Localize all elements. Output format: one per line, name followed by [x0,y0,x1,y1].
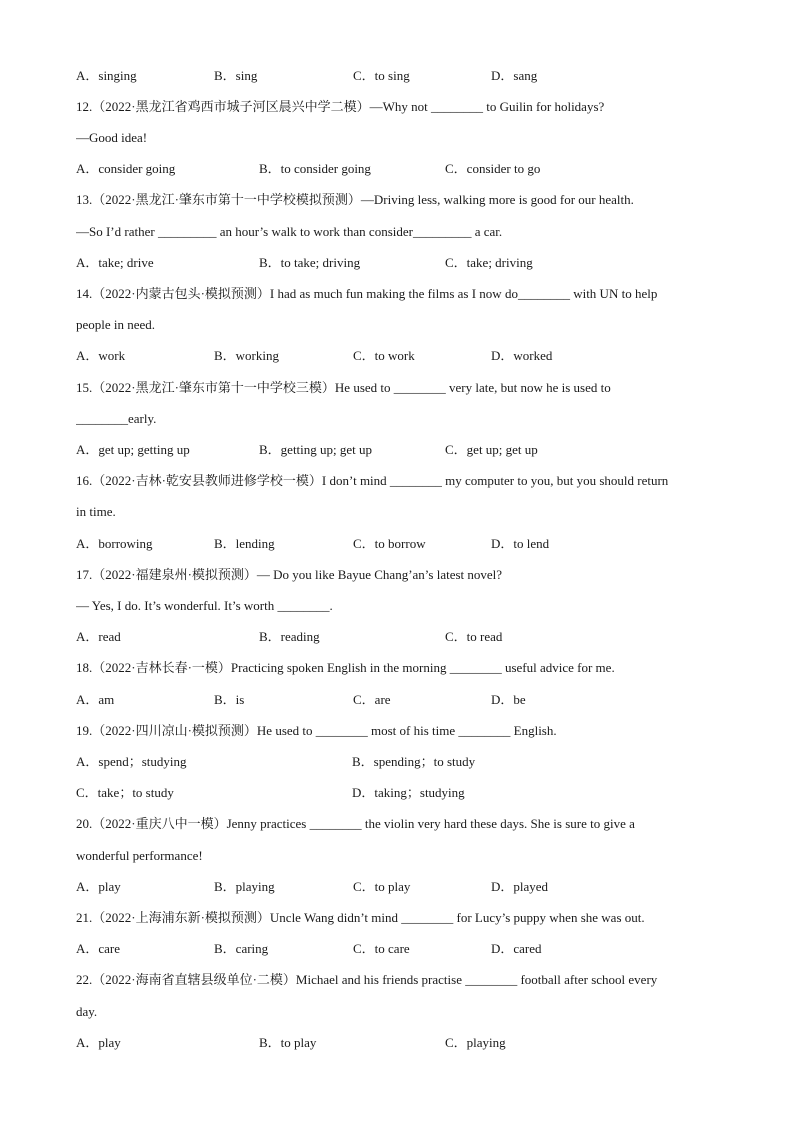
option-c[interactable]: C．consider to go [445,161,541,176]
option-c[interactable]: C．are [353,692,391,707]
option-c[interactable]: C．playing [445,1035,506,1050]
option-b[interactable]: B．spending；to study [352,754,476,769]
question-19-stem: 19.（2022·四川凉山·模拟预测）He used to ________ most of his time ________ English. [76,723,557,738]
option-b[interactable]: B．to take; driving [259,255,361,270]
option-b[interactable]: B．lending [214,536,275,551]
question-15-stem: 15.（2022·黑龙江·肇东市第十一中学校三模）He used to ________ very late, but now he is used to [76,380,611,395]
option-a[interactable]: A．care [76,941,121,956]
question-16-line2: in time. [76,504,116,519]
option-c[interactable]: C．to play [353,879,411,894]
option-c[interactable]: C．to sing [353,68,410,83]
option-d[interactable]: D．played [491,879,549,894]
question-20-options [76,877,724,897]
question-19-options-row2 [76,783,724,803]
question-14-line2: people in need. [76,317,156,332]
question-21-stem: 21.（2022·上海浦东新·模拟预测）Uncle Wang didn’t mind ________ for Lucy’s puppy when she was out. [76,910,645,925]
question-12-options [76,159,724,179]
question-18-options [76,690,724,710]
question-22-line2: day. [76,1004,98,1019]
option-a[interactable]: A．borrowing [76,536,153,551]
question-14-options [76,346,724,366]
option-a[interactable]: A．read [76,629,121,644]
option-d[interactable]: D．taking；studying [352,785,465,800]
question-13-stem: 13.（2022·黑龙江·肇东市第十一中学校模拟预测）—Driving less, walking more is good for our health. [76,192,634,207]
question-14-stem: 14.（2022·内蒙古包头·模拟预测）I had as much fun making the films as I now do________ with UN to help [76,286,658,301]
question-12-line2: —Good idea! [76,130,148,145]
question-17-line2: — Yes, I do. It’s wonderful. It’s worth ________. [76,598,333,613]
question-20-stem: 20.（2022·重庆八中一模）Jenny practices ________ the violin very hard these days. She is sure to give a [76,816,635,831]
option-c[interactable]: C．take; driving [445,255,533,270]
option-a[interactable]: A．play [76,879,121,894]
options-row-prev [76,66,724,86]
question-19-options-row1 [76,752,724,772]
option-b[interactable]: B．caring [214,941,269,956]
option-c[interactable]: C．to work [353,348,415,363]
question-15-options [76,440,724,460]
option-b[interactable]: B．playing [214,879,275,894]
option-c[interactable]: C．to care [353,941,410,956]
option-d[interactable]: D．sang [491,68,538,83]
option-b[interactable]: B．working [214,348,280,363]
option-a[interactable]: A．work [76,348,126,363]
option-b[interactable]: B．to consider going [259,161,371,176]
option-a[interactable]: A．consider going [76,161,176,176]
option-a[interactable]: A．take; drive [76,255,154,270]
option-d[interactable]: D．be [491,692,526,707]
option-c[interactable]: C．get up; get up [445,442,538,457]
question-15-line2: ________early. [76,411,157,426]
option-c[interactable]: C．to read [445,629,503,644]
question-13-options [76,253,724,273]
option-b[interactable]: B．to play [259,1035,317,1050]
option-c[interactable]: C．to borrow [353,536,426,551]
question-12-stem: 12.（2022·黑龙江省鸡西市城子河区晨兴中学二模）—Why not ________ to Guilin for holidays? [76,99,605,114]
option-a[interactable]: A．singing [76,68,137,83]
question-16-stem: 16.（2022·吉林·乾安县教师进修学校一模）I don’t mind ________ my computer to you, but you should return [76,473,669,488]
question-17-options [76,627,724,647]
option-b[interactable]: B．is [214,692,245,707]
option-a[interactable]: A．play [76,1035,121,1050]
question-22-options [76,1033,724,1053]
option-d[interactable]: D．cared [491,941,542,956]
question-17-stem: 17.（2022·福建泉州·模拟预测）— Do you like Bayue Chang’an’s latest novel? [76,567,503,582]
option-d[interactable]: D．worked [491,348,553,363]
option-d[interactable]: D．to lend [491,536,550,551]
question-20-line2: wonderful performance! [76,848,203,863]
question-18-stem: 18.（2022·吉林长春·一模）Practicing spoken English in the morning ________ useful advice for me. [76,660,615,675]
question-13-line2: —So I’d rather _________ an hour’s walk to work than consider_________ a car. [76,224,503,239]
option-b[interactable]: B．getting up; get up [259,442,373,457]
option-a[interactable]: A．get up; getting up [76,442,190,457]
question-21-options [76,939,724,959]
question-16-options [76,534,724,554]
option-b[interactable]: B．sing [214,68,258,83]
question-22-stem: 22.（2022·海南省直辖县级单位·二模）Michael and his friends practise ________ football after school every [76,972,658,987]
option-b[interactable]: B．reading [259,629,320,644]
option-a[interactable]: A．am [76,692,115,707]
option-a[interactable]: A．spend；studying [76,754,187,769]
option-c[interactable]: C．take；to study [76,785,174,800]
